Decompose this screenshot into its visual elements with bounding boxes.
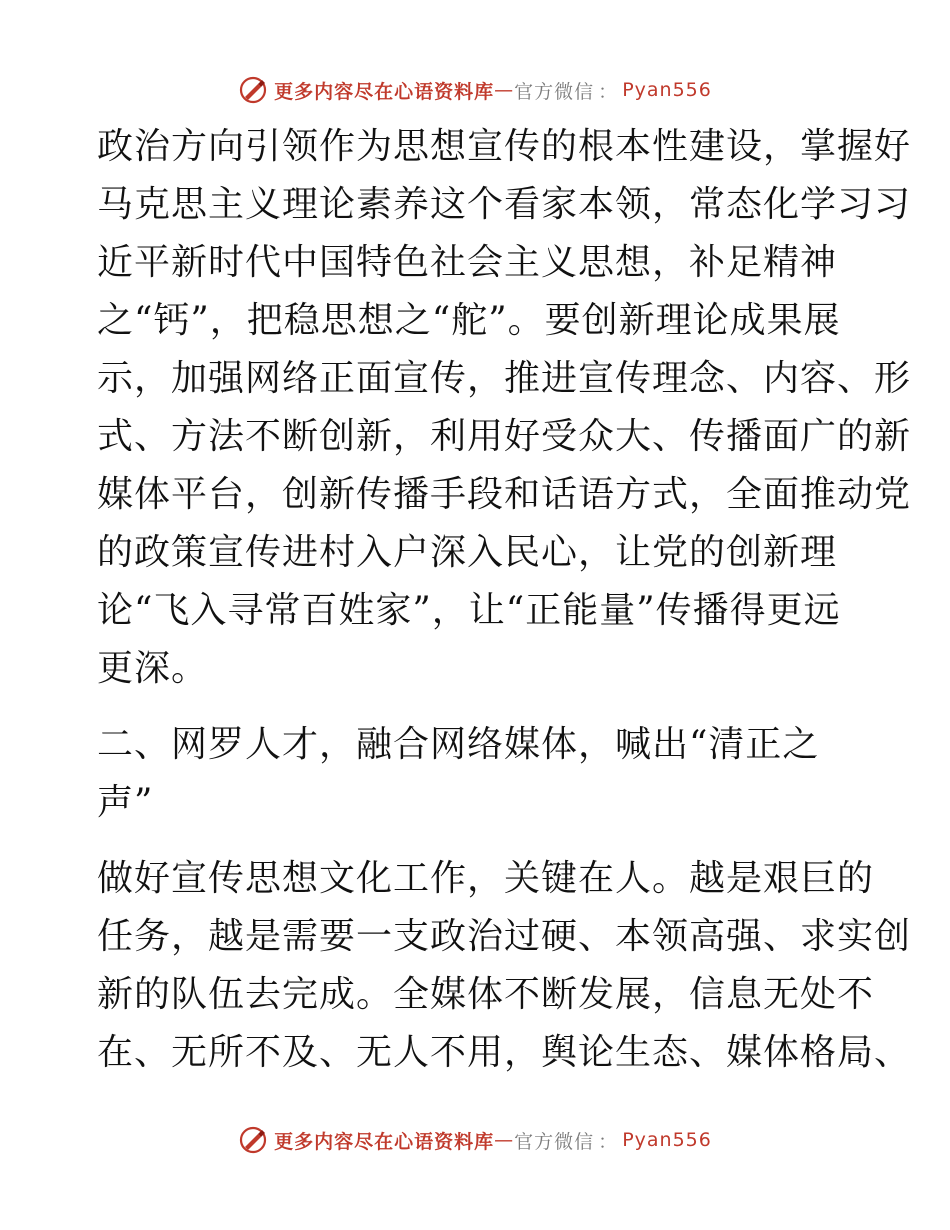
paragraph-2 [97, 850, 912, 1082]
text-line: 的政策宣传进村入户深入民心，让党的创新理 [97, 532, 838, 573]
text-line: 近平新时代中国特色社会主义思想，补足精神 [97, 242, 838, 283]
banner-separator: ： [598, 80, 619, 103]
text-line: 做好宣传思想文化工作，关键在人。越是艰巨的 [97, 858, 875, 899]
banner-site-name: 更多内容尽在心语资料库 [274, 80, 495, 103]
text-line: 媒体平台，创新传播手段和话语方式，全面推动党 [97, 474, 912, 515]
pen-logo-icon [238, 1125, 268, 1155]
banner-wechat-account: Pyan556 [622, 79, 712, 101]
banner-wechat-label: 官方微信 [514, 80, 595, 103]
section-heading-2 [97, 716, 857, 832]
text-line: 论“飞入寻常百姓家”，让“正能量”传播得更远 [97, 590, 841, 631]
header-banner [0, 70, 950, 110]
text-line: 式、方法不断创新，利用好受众大、传播面广的新 [97, 416, 912, 457]
pen-logo-icon [238, 75, 268, 105]
document-body [97, 118, 912, 1082]
banner-wechat-account: Pyan556 [622, 1129, 712, 1151]
footer-banner [0, 1120, 950, 1160]
text-line: 之“钙”，把稳思想之“舵”。要创新理论成果展 [97, 300, 841, 341]
banner-dash: — [494, 1129, 515, 1151]
text-line: 在、无所不及、无人不用，舆论生态、媒体格局、 [97, 1032, 912, 1073]
text-line: 新的队伍去完成。全媒体不断发展，信息无处不 [97, 974, 875, 1015]
banner-dash: — [494, 79, 515, 101]
banner-site-name: 更多内容尽在心语资料库 [274, 1130, 495, 1153]
heading-line: 二、网罗人才，融合网络媒体，喊出“清正之 [97, 724, 820, 765]
banner-separator: ： [598, 1130, 619, 1153]
text-line: 示，加强网络正面宣传，推进宣传理念、内容、形 [97, 358, 912, 399]
paragraph-1 [97, 118, 912, 698]
text-line: 更深。 [97, 648, 209, 689]
banner-wechat-label: 官方微信 [514, 1130, 595, 1153]
heading-line: 声” [97, 782, 154, 823]
text-line: 政治方向引领作为思想宣传的根本性建设，掌握好 [97, 126, 912, 167]
text-line: 马克思主义理论素养这个看家本领，常态化学习习 [97, 184, 912, 225]
text-line: 任务，越是需要一支政治过硬、本领高强、求实创 [97, 916, 912, 957]
